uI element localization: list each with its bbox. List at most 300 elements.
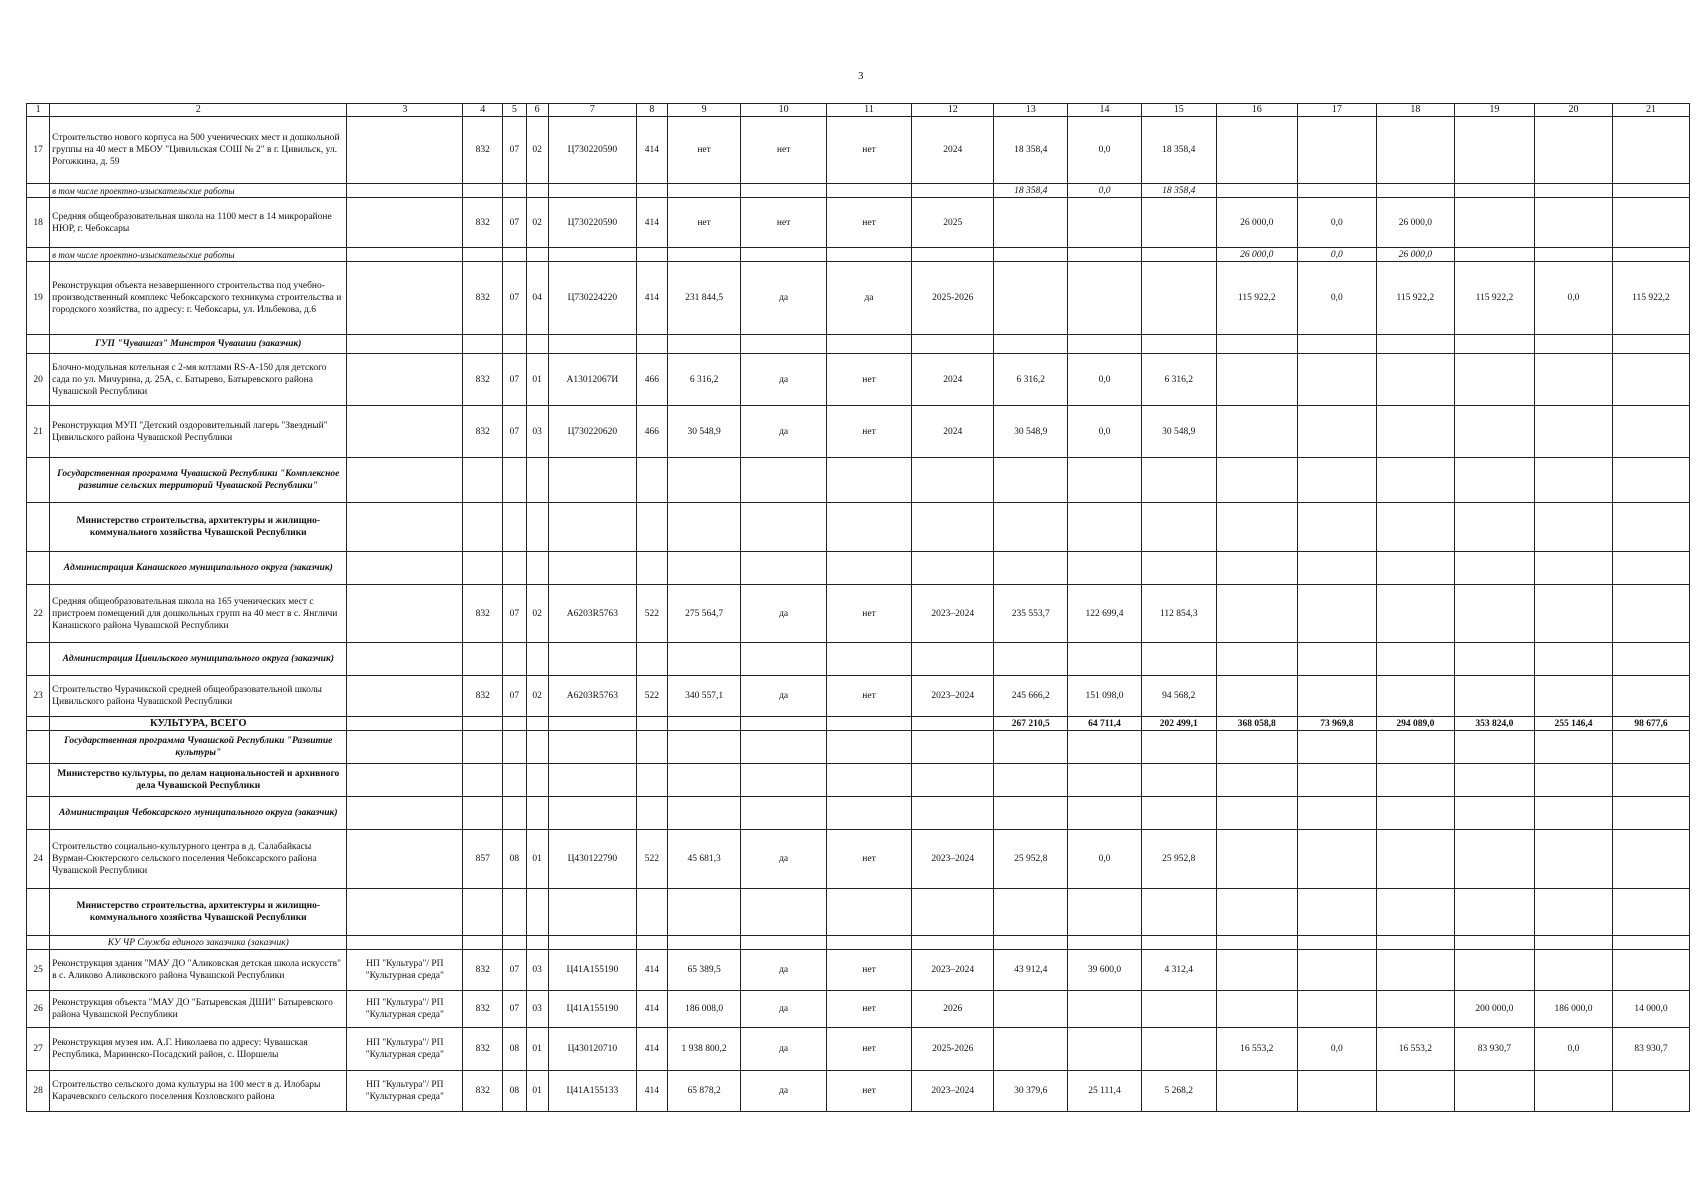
cell-target-article: А6203R5763 — [548, 585, 637, 643]
cell-gov-code: 832 — [463, 991, 503, 1028]
cell-c13: 245 666,2 — [994, 676, 1068, 717]
cell-section — [503, 184, 526, 198]
cell-target-article — [548, 184, 637, 198]
cell-c16 — [1216, 458, 1297, 503]
cell-design-docs: да — [741, 585, 826, 643]
cell-section — [503, 643, 526, 676]
cell-gov-code — [463, 458, 503, 503]
cell-c21 — [1612, 889, 1689, 936]
cell-c19 — [1454, 676, 1534, 717]
cell-estimated-cost — [667, 248, 741, 262]
cell-c16 — [1216, 406, 1297, 458]
cell-expertise — [826, 936, 911, 950]
cell-gov-code — [463, 643, 503, 676]
cell-period: 2025-2026 — [912, 262, 994, 335]
cell-c20 — [1534, 731, 1612, 764]
cell-period — [912, 731, 994, 764]
cell-design-docs — [741, 335, 826, 354]
cell-object-name: Министерство строительства, архитектуры и жилищно-коммунального хозяйства Чувашской Республики — [50, 503, 347, 552]
cell-estimated-cost: 186 008,0 — [667, 991, 741, 1028]
cell-target-article: Ц730220590 — [548, 198, 637, 248]
cell-period — [912, 717, 994, 731]
cell-design-docs: нет — [741, 117, 826, 184]
cell-c19 — [1454, 354, 1534, 406]
cell-c19 — [1454, 797, 1534, 830]
cell-gov-code: 857 — [463, 830, 503, 889]
cell-c13 — [994, 458, 1068, 503]
cell-target-article — [548, 889, 637, 936]
cell-c14: 0,0 — [1068, 354, 1142, 406]
cell-expertise: нет — [826, 406, 911, 458]
cell-c18 — [1376, 354, 1454, 406]
cell-c15: 25 952,8 — [1141, 830, 1216, 889]
cell-expense-type — [637, 717, 668, 731]
cell-period: 2026 — [912, 991, 994, 1028]
cell-expertise — [826, 797, 911, 830]
cell-object-name: Администрация Цивильского муниципального округа (заказчик) — [50, 643, 347, 676]
cell-c20: 0,0 — [1534, 1028, 1612, 1071]
table-section-row — [27, 717, 1690, 731]
table-section-row — [27, 552, 1690, 585]
cell-c14: 39 600,0 — [1068, 950, 1142, 991]
cell-subsection: 03 — [526, 991, 548, 1028]
investment-objects-table — [26, 103, 1690, 1112]
cell-c20 — [1534, 503, 1612, 552]
cell-c19: 83 930,7 — [1454, 1028, 1534, 1071]
cell-c16 — [1216, 991, 1297, 1028]
cell-expense-type: 522 — [637, 585, 668, 643]
cell-expertise — [826, 184, 911, 198]
cell-c16 — [1216, 117, 1297, 184]
cell-c19 — [1454, 643, 1534, 676]
cell-c18 — [1376, 731, 1454, 764]
cell-estimated-cost: 65 389,5 — [667, 950, 741, 991]
cell-expertise — [826, 248, 911, 262]
cell-project-name — [347, 731, 463, 764]
cell-object-name: в том числе проектно-изыскательские работы — [50, 248, 347, 262]
column-number-20: 20 — [1534, 104, 1612, 117]
cell-c18 — [1376, 643, 1454, 676]
cell-expense-type — [637, 731, 668, 764]
cell-section — [503, 797, 526, 830]
cell-c19 — [1454, 406, 1534, 458]
cell-project-name: НП "Культура"/ РП "Культурная среда" — [347, 950, 463, 991]
cell-subsection: 02 — [526, 198, 548, 248]
cell-period: 2023–2024 — [912, 585, 994, 643]
cell-estimated-cost — [667, 936, 741, 950]
cell-c21: 115 922,2 — [1612, 262, 1689, 335]
cell-c21 — [1612, 184, 1689, 198]
cell-c18 — [1376, 991, 1454, 1028]
cell-c17 — [1297, 830, 1376, 889]
column-number-6: 6 — [526, 104, 548, 117]
cell-c14 — [1068, 503, 1142, 552]
table-row — [27, 262, 1690, 335]
cell-c15 — [1141, 936, 1216, 950]
cell-section — [503, 764, 526, 797]
cell-section: 08 — [503, 1028, 526, 1071]
cell-expertise — [826, 889, 911, 936]
cell-design-docs — [741, 731, 826, 764]
cell-row-number: 18 — [27, 198, 50, 248]
cell-c18 — [1376, 936, 1454, 950]
cell-subsection: 03 — [526, 950, 548, 991]
cell-target-article — [548, 717, 637, 731]
cell-c13: 43 912,4 — [994, 950, 1068, 991]
cell-expense-type: 414 — [637, 1071, 668, 1112]
cell-c18 — [1376, 764, 1454, 797]
table-row — [27, 1071, 1690, 1112]
cell-design-docs — [741, 764, 826, 797]
cell-target-article — [548, 764, 637, 797]
cell-c20 — [1534, 552, 1612, 585]
cell-section — [503, 731, 526, 764]
cell-row-number — [27, 503, 50, 552]
cell-c15 — [1141, 797, 1216, 830]
column-number-4: 4 — [463, 104, 503, 117]
cell-expense-type: 414 — [637, 198, 668, 248]
cell-estimated-cost — [667, 797, 741, 830]
cell-c16 — [1216, 335, 1297, 354]
cell-c19 — [1454, 731, 1534, 764]
cell-subsection — [526, 936, 548, 950]
cell-c20 — [1534, 676, 1612, 717]
cell-period — [912, 797, 994, 830]
cell-c20: 0,0 — [1534, 262, 1612, 335]
cell-gov-code: 832 — [463, 1028, 503, 1071]
cell-row-number — [27, 552, 50, 585]
cell-target-article: Ц730220590 — [548, 117, 637, 184]
cell-c13: 267 210,5 — [994, 717, 1068, 731]
column-number-9: 9 — [667, 104, 741, 117]
cell-row-number — [27, 797, 50, 830]
cell-c20 — [1534, 198, 1612, 248]
cell-c13: 30 548,9 — [994, 406, 1068, 458]
cell-c18 — [1376, 585, 1454, 643]
cell-c17 — [1297, 889, 1376, 936]
cell-section — [503, 503, 526, 552]
cell-estimated-cost — [667, 503, 741, 552]
column-number-1: 1 — [27, 104, 50, 117]
cell-target-article: А13012067И — [548, 354, 637, 406]
cell-c16 — [1216, 676, 1297, 717]
cell-c15 — [1141, 198, 1216, 248]
cell-c15 — [1141, 1028, 1216, 1071]
cell-c16: 26 000,0 — [1216, 198, 1297, 248]
cell-section — [503, 889, 526, 936]
cell-c13: 18 358,4 — [994, 184, 1068, 198]
cell-target-article: А6203R5763 — [548, 676, 637, 717]
cell-object-name: Администрация Чебоксарского муниципального округа (заказчик) — [50, 797, 347, 830]
cell-c13 — [994, 797, 1068, 830]
cell-c16 — [1216, 1071, 1297, 1112]
cell-expertise — [826, 731, 911, 764]
cell-c13 — [994, 764, 1068, 797]
cell-c19 — [1454, 936, 1534, 950]
cell-c21 — [1612, 406, 1689, 458]
cell-c18: 26 000,0 — [1376, 198, 1454, 248]
cell-c17 — [1297, 503, 1376, 552]
cell-expertise: да — [826, 262, 911, 335]
cell-row-number: 19 — [27, 262, 50, 335]
cell-c19 — [1454, 889, 1534, 936]
cell-c21 — [1612, 198, 1689, 248]
cell-object-name: Строительство социально-культурного центра в д. Салабайкасы Вурман-Сюктерского сельского поселения Чебоксарского района Чувашской Республики — [50, 830, 347, 889]
cell-period — [912, 764, 994, 797]
cell-row-number: 21 — [27, 406, 50, 458]
cell-c21 — [1612, 1071, 1689, 1112]
cell-target-article: Ц41А155190 — [548, 950, 637, 991]
cell-c18 — [1376, 950, 1454, 991]
cell-target-article — [548, 335, 637, 354]
cell-gov-code — [463, 717, 503, 731]
cell-section: 07 — [503, 198, 526, 248]
cell-c20 — [1534, 643, 1612, 676]
table-row — [27, 950, 1690, 991]
cell-subsection: 02 — [526, 117, 548, 184]
cell-c16 — [1216, 354, 1297, 406]
cell-estimated-cost: 1 938 800,2 — [667, 1028, 741, 1071]
table-row — [27, 585, 1690, 643]
cell-section: 07 — [503, 991, 526, 1028]
cell-project-name — [347, 889, 463, 936]
cell-expense-type: 414 — [637, 991, 668, 1028]
cell-gov-code — [463, 889, 503, 936]
cell-target-article: Ц730224220 — [548, 262, 637, 335]
cell-target-article — [548, 248, 637, 262]
cell-c17 — [1297, 731, 1376, 764]
column-number-row — [27, 104, 1690, 117]
cell-c15: 18 358,4 — [1141, 117, 1216, 184]
cell-object-name: Строительство Чурачикской средней общеобразовательной школы Цивильского района Чувашской Республики — [50, 676, 347, 717]
cell-subsection: 01 — [526, 830, 548, 889]
cell-expense-type — [637, 643, 668, 676]
cell-subsection: 01 — [526, 1028, 548, 1071]
cell-design-docs — [741, 458, 826, 503]
cell-c21 — [1612, 676, 1689, 717]
cell-expertise: нет — [826, 950, 911, 991]
cell-c17 — [1297, 552, 1376, 585]
cell-expense-type: 414 — [637, 1028, 668, 1071]
cell-object-name: Реконструкция музея им. А.Г. Николаева по адресу: Чувашская Республика, Мариинско-Посадский район, с. Шоршелы — [50, 1028, 347, 1071]
cell-c17 — [1297, 676, 1376, 717]
cell-gov-code — [463, 731, 503, 764]
cell-estimated-cost: 340 557,1 — [667, 676, 741, 717]
cell-estimated-cost: нет — [667, 117, 741, 184]
cell-c15 — [1141, 262, 1216, 335]
cell-c16 — [1216, 797, 1297, 830]
cell-expertise: нет — [826, 117, 911, 184]
cell-object-name: Реконструкция объекта незавершенного строительства под учебно-производственный комплекс Чебоксарского техникума строительства и городского хозяйства, по адресу: г. Чебоксары, ул. Ильбекова, д.6 — [50, 262, 347, 335]
cell-estimated-cost — [667, 184, 741, 198]
cell-c20 — [1534, 117, 1612, 184]
cell-c16 — [1216, 950, 1297, 991]
column-number-17: 17 — [1297, 104, 1376, 117]
cell-expense-type: 414 — [637, 950, 668, 991]
column-number-2: 2 — [50, 104, 347, 117]
column-number-18: 18 — [1376, 104, 1454, 117]
cell-c18 — [1376, 184, 1454, 198]
cell-c16: 115 922,2 — [1216, 262, 1297, 335]
cell-c17 — [1297, 335, 1376, 354]
cell-c13: 30 379,6 — [994, 1071, 1068, 1112]
cell-row-number — [27, 936, 50, 950]
cell-design-docs — [741, 248, 826, 262]
cell-design-docs — [741, 643, 826, 676]
cell-c16 — [1216, 552, 1297, 585]
cell-c13: 6 316,2 — [994, 354, 1068, 406]
cell-c20 — [1534, 830, 1612, 889]
cell-expense-type — [637, 764, 668, 797]
cell-design-docs — [741, 184, 826, 198]
column-number-14: 14 — [1068, 104, 1142, 117]
cell-object-name: КУЛЬТУРА, ВСЕГО — [50, 717, 347, 731]
cell-section: 07 — [503, 354, 526, 406]
cell-period: 2023–2024 — [912, 950, 994, 991]
cell-row-number: 22 — [27, 585, 50, 643]
cell-object-name: Государственная программа Чувашской Республики "Развитие культуры" — [50, 731, 347, 764]
cell-c21 — [1612, 950, 1689, 991]
cell-c13 — [994, 248, 1068, 262]
cell-c18 — [1376, 503, 1454, 552]
cell-target-article: Ц41А155133 — [548, 1071, 637, 1112]
column-number-16: 16 — [1216, 104, 1297, 117]
cell-expense-type: 414 — [637, 262, 668, 335]
cell-c17: 0,0 — [1297, 198, 1376, 248]
cell-expense-type — [637, 184, 668, 198]
cell-c20 — [1534, 354, 1612, 406]
cell-subsection: 01 — [526, 354, 548, 406]
cell-subsection — [526, 717, 548, 731]
cell-row-number — [27, 764, 50, 797]
cell-c16 — [1216, 936, 1297, 950]
cell-row-number: 25 — [27, 950, 50, 991]
cell-c13 — [994, 889, 1068, 936]
cell-c14: 0,0 — [1068, 406, 1142, 458]
cell-project-name — [347, 262, 463, 335]
cell-c18 — [1376, 889, 1454, 936]
column-number-11: 11 — [826, 104, 911, 117]
cell-period: 2025 — [912, 198, 994, 248]
cell-design-docs: да — [741, 354, 826, 406]
cell-c20 — [1534, 585, 1612, 643]
cell-object-name: Блочно-модульная котельная с 2-мя котлами RS-A-150 для детского сада по ул. Мичурина, д. 25А, с. Батырево, Батыревского района Чувашской Республики — [50, 354, 347, 406]
cell-object-name: ГУП "Чувашгаз" Минстроя Чувашии (заказчик) — [50, 335, 347, 354]
cell-c19 — [1454, 198, 1534, 248]
cell-c21 — [1612, 354, 1689, 406]
cell-target-article — [548, 552, 637, 585]
cell-subsection — [526, 764, 548, 797]
cell-object-name: Реконструкция здания "МАУ ДО "Аликовская детская школа искусств" в с. Аликово Аликовского района Чувашской Республики — [50, 950, 347, 991]
cell-gov-code: 832 — [463, 585, 503, 643]
cell-section: 07 — [503, 262, 526, 335]
table-row — [27, 1028, 1690, 1071]
cell-c18 — [1376, 458, 1454, 503]
cell-c21: 98 677,6 — [1612, 717, 1689, 731]
cell-c15 — [1141, 991, 1216, 1028]
cell-c17 — [1297, 1071, 1376, 1112]
cell-gov-code: 832 — [463, 950, 503, 991]
cell-expertise: нет — [826, 830, 911, 889]
cell-c17 — [1297, 184, 1376, 198]
cell-design-docs: да — [741, 1071, 826, 1112]
cell-estimated-cost: 65 878,2 — [667, 1071, 741, 1112]
cell-c15: 4 312,4 — [1141, 950, 1216, 991]
cell-expense-type — [637, 503, 668, 552]
cell-period: 2024 — [912, 406, 994, 458]
cell-subsection — [526, 335, 548, 354]
column-number-7: 7 — [548, 104, 637, 117]
cell-c18 — [1376, 406, 1454, 458]
cell-c13 — [994, 731, 1068, 764]
table-section-row — [27, 764, 1690, 797]
cell-c15: 18 358,4 — [1141, 184, 1216, 198]
cell-c18: 16 553,2 — [1376, 1028, 1454, 1071]
cell-section: 07 — [503, 676, 526, 717]
cell-project-name — [347, 248, 463, 262]
cell-c19 — [1454, 764, 1534, 797]
cell-expertise: нет — [826, 676, 911, 717]
cell-design-docs — [741, 797, 826, 830]
cell-c21 — [1612, 552, 1689, 585]
cell-c21 — [1612, 936, 1689, 950]
table-section-row — [27, 643, 1690, 676]
cell-period — [912, 335, 994, 354]
cell-subsection — [526, 552, 548, 585]
cell-design-docs: да — [741, 262, 826, 335]
cell-object-name: Реконструкция МУП "Детский оздоровительный лагерь "Звездный" Цивильского района Чувашской Республики — [50, 406, 347, 458]
cell-target-article — [548, 797, 637, 830]
cell-c17: 0,0 — [1297, 1028, 1376, 1071]
cell-c17 — [1297, 764, 1376, 797]
cell-gov-code: 832 — [463, 1071, 503, 1112]
cell-gov-code: 832 — [463, 676, 503, 717]
cell-gov-code: 832 — [463, 117, 503, 184]
cell-c16 — [1216, 503, 1297, 552]
cell-c19: 115 922,2 — [1454, 262, 1534, 335]
cell-expense-type: 522 — [637, 830, 668, 889]
cell-target-article: Ц430122790 — [548, 830, 637, 889]
cell-project-name — [347, 797, 463, 830]
cell-design-docs — [741, 552, 826, 585]
cell-c21 — [1612, 117, 1689, 184]
cell-c19 — [1454, 950, 1534, 991]
cell-c16: 16 553,2 — [1216, 1028, 1297, 1071]
table-row — [27, 354, 1690, 406]
cell-c21 — [1612, 830, 1689, 889]
cell-c21 — [1612, 248, 1689, 262]
cell-gov-code: 832 — [463, 406, 503, 458]
cell-gov-code — [463, 936, 503, 950]
column-number-5: 5 — [503, 104, 526, 117]
cell-object-name: Министерство культуры, по делам национальностей и архивного дела Чувашской Республики — [50, 764, 347, 797]
cell-expense-type — [637, 552, 668, 585]
cell-project-name — [347, 184, 463, 198]
cell-c15 — [1141, 552, 1216, 585]
cell-c13 — [994, 643, 1068, 676]
table-row — [27, 117, 1690, 184]
cell-c13 — [994, 1028, 1068, 1071]
cell-section: 07 — [503, 585, 526, 643]
cell-c17: 0,0 — [1297, 262, 1376, 335]
cell-c19 — [1454, 335, 1534, 354]
cell-target-article: Ц730220620 — [548, 406, 637, 458]
cell-gov-code — [463, 552, 503, 585]
cell-c17 — [1297, 643, 1376, 676]
table-section-row — [27, 335, 1690, 354]
cell-expertise: нет — [826, 198, 911, 248]
cell-c16 — [1216, 585, 1297, 643]
